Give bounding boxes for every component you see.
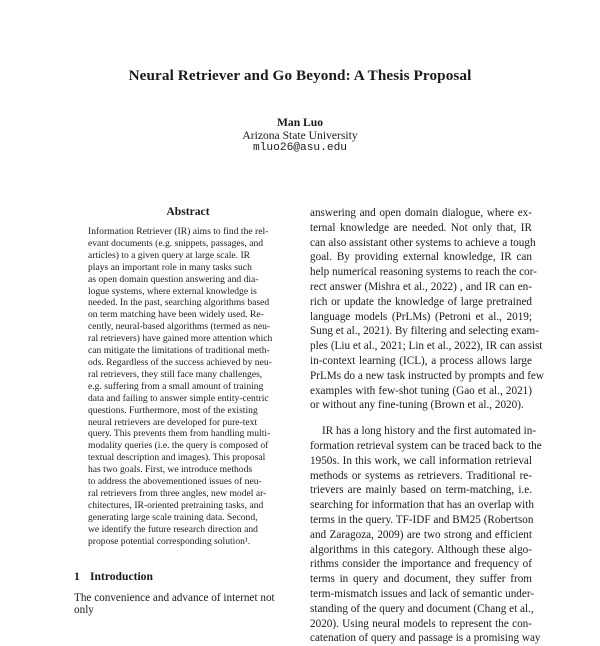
author-name: Man Luo [276, 116, 324, 129]
abstract-body [88, 226, 288, 547]
text-line: can mitigate the limitations of traditional meth- [88, 345, 270, 357]
text-line: ternal knowledge are needed. Not only that, IR [310, 221, 532, 234]
text-line: cently, neural-based algorithms (termed as neu- [88, 321, 271, 333]
text-line: ral retrievers, they still face many challenges, [88, 368, 263, 380]
section-heading [74, 570, 153, 583]
text-line: help numerical reasoning systems to reach the cor- [310, 266, 537, 279]
text-line: to address the abovementioned issues of neu- [88, 476, 262, 488]
text-line: algorithms in this category. Although these algo- [310, 543, 532, 556]
text-line: on term matching have been widely used. Re- [88, 309, 264, 321]
text-line: ples (Liu et al., 2021; Lin et al., 2022), IR can assist [310, 340, 543, 353]
text-line: articles) to a given query at large scale. IR [88, 249, 251, 261]
text-line: IR has a long history and the first automated in- [322, 425, 537, 438]
text-line: and Zaragoza, 2009) are two strong and efficient [310, 528, 532, 541]
paragraph-1 [310, 206, 544, 413]
text-line: methods or systems as retrievers. Traditional re- [310, 469, 532, 482]
text-line: in-context learning (ICL), a process allows large [310, 354, 532, 367]
text-line: propose potential corresponding solution¹. [88, 535, 251, 547]
text-line: 2020). Using neural models to represent the con- [310, 617, 532, 630]
text-line: we identify the future research direction and [88, 523, 258, 535]
text-line: query. This prevents them from handling multi- [88, 428, 271, 440]
text-line: plays an important role in many tasks such [88, 261, 252, 273]
text-line: neural retrievers are developed for pure-text [88, 416, 258, 428]
text-line: generating large scale training data. Second, [88, 511, 258, 523]
text-line: standing of the query and document (Chang et al., [310, 602, 534, 615]
abstract-heading: Abstract [166, 205, 210, 218]
text-line: ods. Regardless of the success achieved by neu- [88, 356, 272, 368]
text-line: logue systems, where external knowledge is [88, 285, 257, 297]
text-line: terms in query and document, they suffer from [310, 573, 532, 586]
text-line: ral retrievers from three angles, new model ar- [88, 487, 267, 499]
intro-first-line: The convenience and advance of internet not only [74, 592, 275, 616]
text-line: language models (PrLMs) (Petroni et al., 2019; [310, 310, 532, 323]
text-line: data and failing to answer simple entity-centric [88, 392, 269, 404]
text-line: e.g. suffering from a small amount of training [88, 380, 264, 392]
text-line: Sung et al., 2021). By filtering and selecting exam- [310, 325, 539, 338]
text-line: searching for information that has an overlap with [310, 499, 534, 512]
text-line: answering and open domain dialogue, where ex- [310, 207, 532, 219]
author-email: mluo26@asu.edu [253, 142, 347, 154]
section-number: 1 [74, 570, 80, 583]
author-affiliation: Arizona State University [242, 129, 358, 142]
right-column [310, 206, 544, 646]
text-line: modality queries (i.e. the query is composed of [88, 440, 269, 452]
text-line: can also assistant other systems to achieve a tough [310, 236, 536, 249]
paragraph-2 [310, 424, 542, 646]
text-line: rich or update the knowledge of large pretrained [310, 295, 532, 308]
text-line: formation retrieval system can be traced back to the [310, 439, 542, 452]
text-line: terms in the query. TF-IDF and BM25 (Robertson [310, 513, 534, 526]
text-line: textual description and images). This proposal [88, 452, 266, 464]
text-line: as open domain question answering and dia- [88, 273, 259, 285]
text-line: trievers are mainly based on term-matching, i.e. [310, 484, 532, 497]
text-line: rithms consider the importance and frequency of [310, 558, 532, 571]
text-line: evant documents (e.g. snippets, passages, and [88, 237, 264, 249]
text-line: examples with few-shot tuning (Gao et al., 2021) [310, 384, 532, 397]
text-line: goal. By providing external knowledge, IR can [310, 251, 532, 264]
text-line: 1950s. In this work, we call information retrieval [310, 454, 532, 467]
text-line: questions. Furthermore, most of the existing [88, 404, 258, 416]
text-line: ral retrievers) have gained more attention which [88, 333, 273, 345]
text-line: rect answer (Mishra et al., 2022) , and IR can en- [310, 280, 532, 293]
text-line: has two goals. First, we introduce methods [88, 464, 253, 476]
paper-title: Neural Retriever and Go Beyond: A Thesis Proposal [128, 67, 472, 84]
text-line: Information Retriever (IR) aims to find the rel- [88, 226, 269, 237]
text-line: needed. In the past, searching algorithms based [88, 297, 270, 309]
text-line: chitectures, IR-oriented pretraining tasks, and [88, 499, 264, 511]
text-line: catenation of query and passage is a promising way [310, 632, 541, 645]
text-line: or without any fine-tuning (Brown et al., 2020). [310, 399, 524, 412]
section-title: Introduction [90, 570, 153, 583]
text-line: PrLMs do a new task instructed by prompts and few [310, 369, 544, 382]
text-line: term-mismatch issues and lack of semantic under- [310, 587, 535, 600]
